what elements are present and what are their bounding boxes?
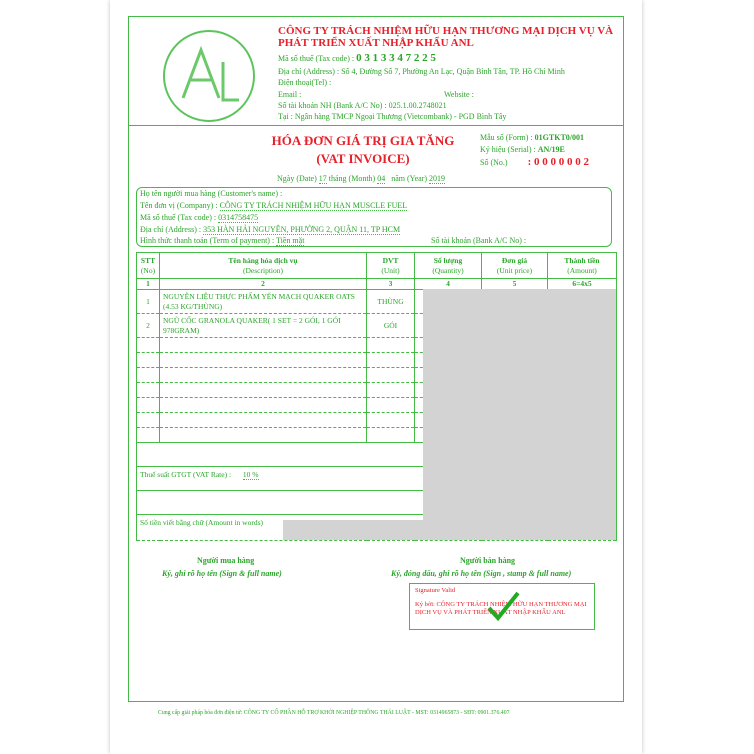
- digital-signature-box[interactable]: [409, 583, 595, 630]
- payment-method: Tiền mặt: [276, 236, 305, 245]
- redacted-words: [283, 520, 616, 540]
- seller-address: Địa chỉ (Address) : Số 4, Đường Số 7, Phường An Lạc, Quận Bình Tân, TP. Hồ Chí Minh: [278, 67, 565, 76]
- month-value: 04: [377, 174, 386, 183]
- buyer-bank-label: Số tài khoản (Bank A/C No) :: [431, 236, 527, 245]
- invoice-title-block: [252, 132, 474, 168]
- company-label: Tên đơn vị (Company) :: [140, 201, 218, 210]
- buyer-address: 353 HÀN HẢI NGUYÊN, PHƯỜNG 2, QUẬN 11, TP HCM: [203, 225, 401, 234]
- seller-sign-title: Người bán hàng: [460, 556, 516, 565]
- no-label: Số (No.): [480, 158, 508, 167]
- day-value: 17: [318, 174, 327, 183]
- table-row: 1 NGUYÊN LIỆU THỰC PHẨM YẾN MẠCH QUAKER OATS (4.53 KG/THÙNG) THÙNG: [137, 290, 617, 314]
- signed-by: Ký bởi: CÔNG TY TRÁCH NHIỆM HỮU HẠN THƯƠNG MẠI DỊCH VỤ VÀ PHÁT TRIỂN XUẤT NHẬP KHẨU ANL: [415, 601, 587, 616]
- buyer-sign-title: Người mua hàng: [197, 556, 255, 565]
- seller-email: Email :: [278, 90, 302, 99]
- serial-label: Ký hiệu (Serial) :: [480, 145, 536, 154]
- header-amount: Thành tiền (Amount): [548, 253, 617, 279]
- form-value: 01GTKT0/001: [534, 133, 585, 142]
- header-description: Tên hàng hóa dịch vụ (Description): [160, 253, 367, 279]
- payment-label: Hình thức thanh toán (Term of payment) :: [140, 236, 275, 245]
- seller-tax-code: 0 3 1 3 3 4 7 2 2 5: [356, 52, 436, 64]
- header-no: STT (No): [137, 253, 160, 279]
- form-label: Mẫu số (Form) :: [480, 133, 533, 142]
- invoice-number: : 0 0 0 0 0 0 2: [527, 156, 589, 168]
- customer-name-label: Họ tên người mua hàng (Customer's name) :: [140, 189, 283, 198]
- buyer-tax-code: 0314758475: [218, 213, 259, 222]
- month-label: tháng (Month): [328, 174, 376, 183]
- header-quantity: Số lượng (Quantity): [415, 253, 482, 279]
- header-unit: DVT (Unit): [367, 253, 415, 279]
- checkmark-icon: [485, 590, 521, 622]
- year-value: 2019: [429, 174, 446, 183]
- buyer-sign-sub: Ký, ghi rõ họ tên (Sign & full name): [162, 569, 282, 578]
- invoice-subtitle: (VAT INVOICE): [316, 151, 410, 166]
- seller-bank: Số tài khoản NH (Bank A/C No) : 025.1.00.2748021: [278, 101, 447, 110]
- company-logo: [163, 30, 255, 122]
- seller-sign-sub: Ký, đóng dấu, ghi rõ họ tên (Sign , stamp & full name): [391, 569, 572, 578]
- seller-website: Website :: [444, 90, 474, 99]
- column-numbers: 1 2 3 4 5 6=4x5: [137, 279, 617, 290]
- table-header: [137, 253, 617, 279]
- seller-tel: Điện thoại(Tel) :: [278, 78, 332, 87]
- seller-name: CÔNG TY TRÁCH NHIỆM HỮU HẠN THƯƠNG MẠI DỊCH VỤ VÀ: [278, 25, 614, 37]
- buyer-address-label: Địa chỉ (Address) :: [140, 225, 202, 234]
- vat-rate: 10 %: [242, 470, 259, 479]
- header-unit-price: Đơn giá (Unit price): [482, 253, 548, 279]
- serial-value: AN/19E: [537, 145, 565, 154]
- amount-in-words-label: Số tiền viết bằng chữ (Amount in words): [137, 515, 617, 541]
- redacted-amounts: [423, 289, 616, 520]
- buyer-company: CÔNG TY TRÁCH NHIỆM HỮU HẠN MUSCLE FUEL: [219, 201, 408, 210]
- signature-valid: Signature Valid: [415, 587, 456, 594]
- date-label: Ngày (Date): [277, 174, 317, 183]
- seller-name-2: PHÁT TRIỂN XUẤT NHẬP KHẨU ANL: [278, 37, 474, 49]
- tax-label: Mã số thuế (Tax code) :: [278, 54, 355, 63]
- footer-provider: Cung cấp giải pháp hóa đơn điện tử: CÔNG TY CỔ PHẦN HỖ TRỢ KHỞI NGHIỆP THÔNG THÁI LUẬT - MST: 0314965873 - SĐT: 0901.376.407: [158, 710, 510, 716]
- invoice-title: HÓA ĐƠN GIÁ TRỊ GIA TĂNG: [271, 133, 455, 148]
- divider: [128, 125, 624, 126]
- vat-label: Thuế suất GTGT (VAT Rate) :: [140, 470, 232, 479]
- buyer-tax-label: Mã số thuế (Tax code) :: [140, 213, 217, 222]
- year-label: năm (Year): [391, 174, 428, 183]
- table-row: 2 NGŨ CỐC GRANOLA QUAKER( 1 SET = 2 GÓI, 1 GÓI 978GRAM) GÓI: [137, 314, 617, 338]
- seller-bank-name: Tại : Ngân hàng TMCP Ngoại Thương (Vietcombank) - PGD Bình Tây: [278, 112, 507, 121]
